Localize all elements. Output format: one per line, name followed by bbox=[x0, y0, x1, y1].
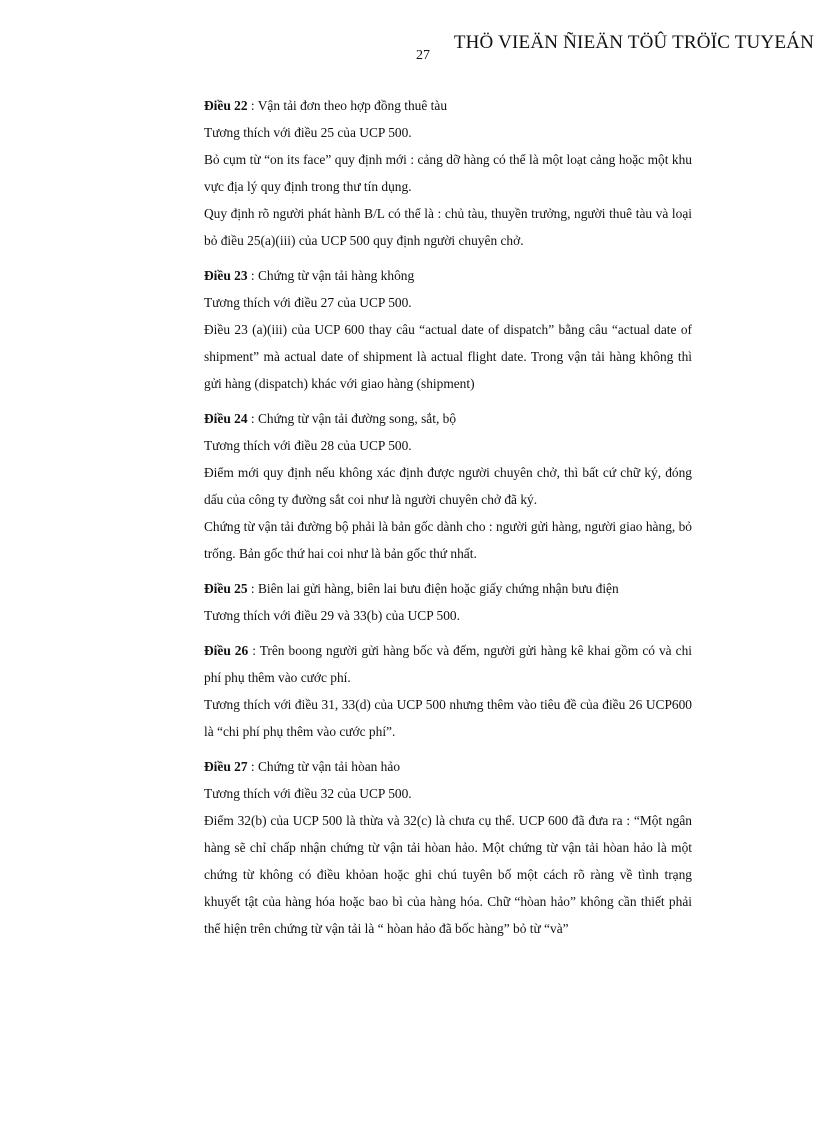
section-label: Điều 23 bbox=[204, 268, 248, 283]
section-dieu-23 bbox=[204, 262, 692, 397]
section-title: : Chứng từ vận tải đường song, sắt, bộ bbox=[247, 411, 457, 426]
section-label: Điều 24 bbox=[204, 411, 248, 426]
section-dieu-27 bbox=[204, 753, 692, 942]
section-heading bbox=[204, 753, 692, 780]
paragraph: Điểm 32(b) của UCP 500 là thừa và 32(c) là chưa cụ thể. UCP 600 đã đưa ra : “Một ngân hàng sẽ chỉ chấp nhận chứng từ vận tải hòan hảo. Một chứng từ vận tải hòan hảo là một chứng từ không có điều khỏan hoặc ghi chú tuyên bố một cách rõ ràng về tình trạng khuyết tật của hàng hóa hoặc bao bì của hàng hóa. Chữ “hòan hảo” không cần thiết phải thể hiện trên chứng từ vận tải là “ hòan hảo đã bốc hàng” bỏ từ “và” bbox=[204, 813, 692, 936]
paragraph: Tương thích với điều 28 của UCP 500. bbox=[204, 438, 412, 453]
section-label: Điều 22 bbox=[204, 98, 248, 113]
section-title: : Biên lai gửi hàng, biên lai bưu điện hoặc giấy chứng nhận bưu điện bbox=[247, 581, 619, 596]
section-label: Điều 26 bbox=[204, 643, 249, 658]
section-title: : Chứng từ vận tải hàng không bbox=[247, 268, 415, 283]
section-dieu-26 bbox=[204, 637, 692, 745]
document-body bbox=[204, 92, 692, 950]
section-label: Điều 25 bbox=[204, 581, 248, 596]
section-label: Điều 27 bbox=[204, 759, 248, 774]
paragraph: Điều 23 (a)(iii) của UCP 600 thay câu “actual date of dispatch” bằng câu “actual date of shipment” mà actual date of shipment là actual flight date. Trong vận tải hàng không thì gửi hàng (dispatch) khác với giao hàng (shipment) bbox=[204, 322, 692, 391]
section-title: : Vận tải đơn theo hợp đồng thuê tàu bbox=[247, 98, 448, 113]
paragraph: Chứng từ vận tải đường bộ phải là bản gốc dành cho : người gửi hàng, người giao hàng, bỏ trống. Bản gốc thứ hai coi như là bản gốc thứ nhất. bbox=[204, 519, 692, 561]
watermark-header: THÖ VIEÄN ÑIEÄN TÖÛ TRÖÏC TUYEÁN bbox=[453, 32, 814, 53]
section-heading bbox=[204, 637, 692, 691]
section-title: : Trên boong người gửi hàng bốc và đếm, người gửi hàng kê khai gồm có và chi phí phụ thêm vào cước phí. bbox=[204, 643, 692, 685]
paragraph: Quy định rõ người phát hành B/L có thể là : chủ tàu, thuyền trưởng, người thuê tàu và loại bỏ điều 25(a)(iii) của UCP 500 quy định người chuyên chở. bbox=[204, 206, 692, 248]
page-number: 27 bbox=[416, 48, 430, 63]
section-heading bbox=[204, 262, 692, 289]
paragraph: Bỏ cụm từ “on its face” quy định mới : cảng dỡ hàng có thể là một loạt cảng hoặc một khu vực địa lý quy định trong thư tín dụng. bbox=[204, 152, 692, 194]
paragraph: Tương thích với điều 25 của UCP 500. bbox=[204, 125, 412, 140]
section-heading bbox=[204, 575, 692, 602]
paragraph: Tương thích với điều 29 và 33(b) của UCP 500. bbox=[204, 608, 460, 623]
paragraph: Tương thích với điều 27 của UCP 500. bbox=[204, 295, 412, 310]
paragraph: Tương thích với điều 31, 33(d) của UCP 500 nhưng thêm vào tiêu đề của điều 26 UCP600 là “chi phí phụ thêm vào cước phí”. bbox=[204, 697, 692, 739]
section-title: : Chứng từ vận tải hòan hảo bbox=[247, 759, 401, 774]
paragraph: Tương thích với điều 32 của UCP 500. bbox=[204, 786, 412, 801]
paragraph: Điểm mới quy định nếu không xác định được người chuyên chở, thì bất cứ chữ ký, đóng dấu của công ty đường sắt coi như là người chuyên chở đã ký. bbox=[204, 465, 692, 507]
section-dieu-22 bbox=[204, 92, 692, 254]
section-heading bbox=[204, 92, 692, 119]
section-heading bbox=[204, 405, 692, 432]
section-dieu-25 bbox=[204, 575, 692, 629]
section-dieu-24 bbox=[204, 405, 692, 567]
